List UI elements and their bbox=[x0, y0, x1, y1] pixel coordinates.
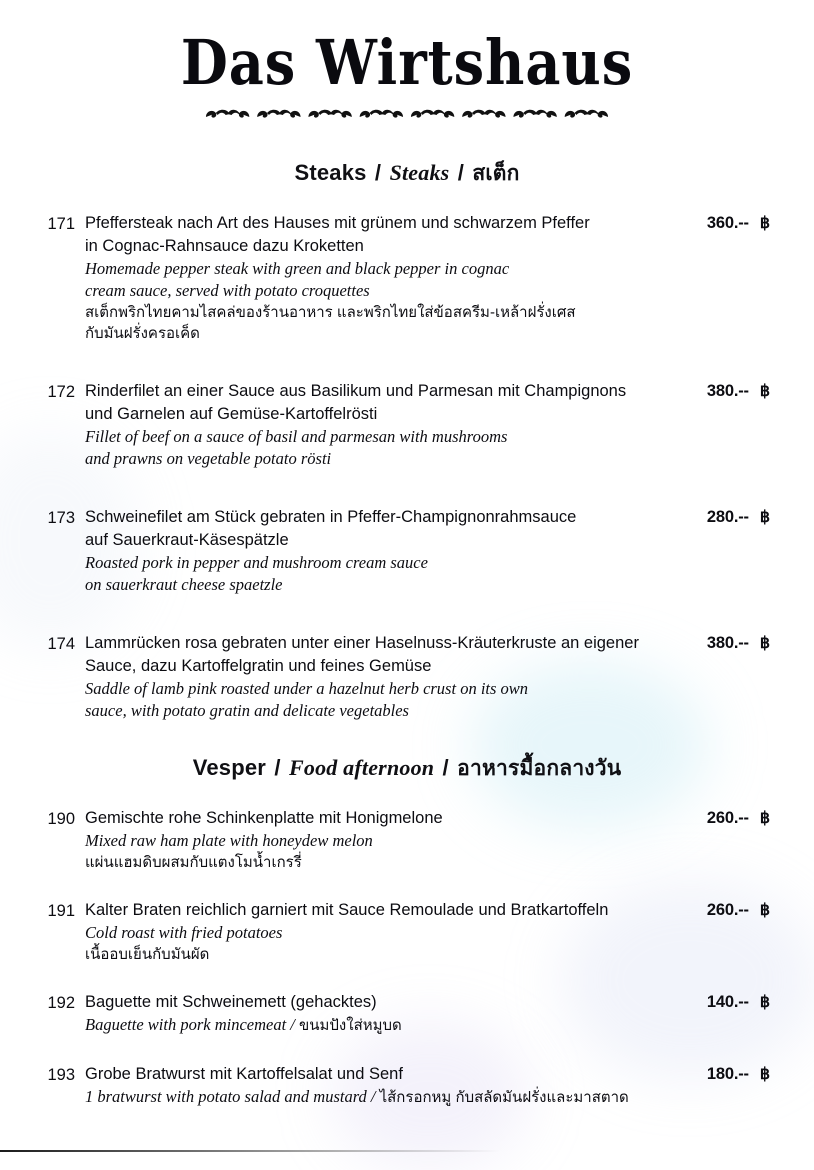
menu-item bbox=[0, 380, 814, 470]
menu-item-number: 190 bbox=[47, 810, 75, 829]
menu-item-price bbox=[678, 899, 770, 922]
menu-item-description bbox=[85, 807, 678, 873]
menu-item-name-de: Sauce, dazu Kartoffelgratin und feines Gemüse bbox=[85, 657, 432, 676]
section-title-en: Steaks bbox=[389, 160, 450, 186]
menu-item-price bbox=[678, 807, 770, 830]
price-amount: 380.-- bbox=[706, 634, 749, 653]
menu-item-name-de: auf Sauerkraut-Käsespätzle bbox=[85, 531, 289, 550]
menu-item-name-en: Mixed raw ham plate with honeydew melon bbox=[85, 831, 373, 851]
menu-item-name-en-th bbox=[85, 1086, 666, 1109]
price-amount: 380.-- bbox=[706, 382, 749, 401]
price-amount: 140.-- bbox=[706, 993, 749, 1012]
menu-item-name-de: Schweinefilet am Stück gebraten in Pfeffer-Champignonrahmsauce bbox=[85, 508, 577, 527]
menu-item-price bbox=[678, 991, 770, 1014]
section-title-de: Vesper bbox=[192, 755, 267, 781]
masthead bbox=[0, 0, 814, 127]
menu-item-description bbox=[85, 632, 678, 722]
menu-item-number: 173 bbox=[47, 509, 75, 528]
price-amount: 260.-- bbox=[706, 809, 749, 828]
menu-item-name-en: sauce, with potato gratin and delicate vegetables bbox=[85, 701, 409, 721]
section-title-de: Steaks bbox=[294, 160, 367, 186]
menu-item-price bbox=[678, 506, 770, 529]
menu-item-name-de: Kalter Braten reichlich garniert mit Sauce Remoulade und Bratkartoffeln bbox=[85, 901, 609, 920]
menu-item-number: 192 bbox=[47, 994, 75, 1013]
section-title-separator: / bbox=[451, 160, 471, 186]
menu-item-name-en: Fillet of beef on a sauce of basil and parmesan with mushrooms bbox=[85, 427, 508, 447]
menu-item-name-de: und Garnelen auf Gemüse-Kartoffelrösti bbox=[85, 405, 378, 424]
restaurant-title: Das Wirtshaus bbox=[180, 26, 634, 99]
menu-item-name-en: 1 bratwurst with potato salad and mustard bbox=[85, 1087, 367, 1107]
menu-item-price bbox=[678, 1063, 770, 1086]
menu-item-description bbox=[85, 212, 678, 344]
menu-item-description bbox=[85, 899, 678, 965]
section-title-separator: / bbox=[436, 755, 456, 781]
menu-item-name-separator: / bbox=[366, 1087, 380, 1107]
section-title-th: สเต็ก bbox=[472, 162, 520, 186]
price-currency-symbol: ฿ bbox=[759, 994, 770, 1012]
menu-item-name-de: Pfeffersteak nach Art des Hauses mit grünem und schwarzem Pfeffer bbox=[85, 214, 590, 233]
menu-item-name-de: Baguette mit Schweinemett (gehacktes) bbox=[85, 993, 377, 1012]
price-currency-symbol: ฿ bbox=[759, 215, 770, 233]
menu-item-list-steaks bbox=[0, 212, 814, 722]
menu-item bbox=[0, 1063, 814, 1109]
menu-item bbox=[0, 991, 814, 1037]
price-amount: 360.-- bbox=[706, 214, 749, 233]
menu-item-name-en: Homemade pepper steak with green and black pepper in cognac bbox=[85, 259, 510, 279]
menu-item-name-de: Lammrücken rosa gebraten unter einer Haselnuss-Kräuterkruste an eigener bbox=[85, 634, 639, 653]
price-amount: 280.-- bbox=[706, 508, 749, 527]
flourish-ornament-icon bbox=[202, 103, 612, 125]
menu-item bbox=[0, 212, 814, 344]
menu-item-name-en: and prawns on vegetable potato rösti bbox=[85, 449, 332, 469]
menu-item-name-th: สเต็กพริกไทยคามไสคล่ของร้านอาหาร และพริกไทยใส่ข้อสครีม-เหล้าฝรั่งเศส bbox=[85, 304, 576, 322]
menu-item-name-th: ขนมปังใส่หมูบด bbox=[299, 1017, 402, 1035]
menu-item-name-th: ไส้กรอกหมู กับสลัดมันฝรั่งและมาสตาด bbox=[379, 1089, 629, 1107]
price-currency-symbol: ฿ bbox=[759, 635, 770, 653]
menu-item-name-en: cream sauce, served with potato croquettes bbox=[85, 281, 370, 301]
menu-item-name-en-th bbox=[85, 1014, 666, 1037]
menu-sections bbox=[0, 157, 814, 1109]
menu-item-number: 174 bbox=[47, 635, 75, 654]
menu-item-name-de: Grobe Bratwurst mit Kartoffelsalat und Senf bbox=[85, 1065, 403, 1084]
menu-item-name-en: Cold roast with fried potatoes bbox=[85, 923, 283, 943]
price-currency-symbol: ฿ bbox=[759, 810, 770, 828]
section-title-en: Food afternoon bbox=[289, 755, 435, 781]
menu-item-name-separator: / bbox=[286, 1015, 300, 1035]
section-title-separator: / bbox=[368, 160, 388, 186]
menu-item-name-th: กับมันฝรั่งครอเค็ด bbox=[85, 325, 200, 343]
menu-item-name-de: Gemischte rohe Schinkenplatte mit Honigmelone bbox=[85, 809, 443, 828]
price-amount: 180.-- bbox=[706, 1065, 749, 1084]
menu-item bbox=[0, 899, 814, 965]
menu-item bbox=[0, 632, 814, 722]
price-currency-symbol: ฿ bbox=[759, 1066, 770, 1084]
menu-item-name-en: Baguette with pork mincemeat bbox=[85, 1015, 287, 1035]
menu-item-name-th: เนื้ออบเย็นกับมันผัด bbox=[85, 946, 210, 964]
section-title-separator: / bbox=[268, 755, 287, 781]
menu-item-name-en: Saddle of lamb pink roasted under a hazelnut herb crust on its own bbox=[85, 679, 529, 699]
price-amount: 260.-- bbox=[706, 901, 749, 920]
price-currency-symbol: ฿ bbox=[759, 902, 770, 920]
price-currency-symbol: ฿ bbox=[759, 383, 770, 401]
ornamental-divider bbox=[0, 101, 814, 127]
menu-item bbox=[0, 506, 814, 596]
menu-item-price bbox=[678, 380, 770, 403]
menu-item-name-th: แผ่นแฮมดิบผสมกับแตงโมน้ำเกรรี่ bbox=[85, 854, 302, 872]
menu-item bbox=[0, 807, 814, 873]
section-title-th: อาหารมื้อกลางวัน bbox=[457, 757, 622, 781]
menu-item-list-vesper bbox=[0, 807, 814, 1109]
price-currency-symbol: ฿ bbox=[759, 509, 770, 527]
menu-item-name-de: in Cognac-Rahnsauce dazu Kroketten bbox=[85, 237, 364, 256]
section-header-steaks bbox=[0, 157, 814, 190]
menu-item-name-en: on sauerkraut cheese spaetzle bbox=[85, 575, 283, 595]
menu-item-name-de: Rinderfilet an einer Sauce aus Basilikum und Parmesan mit Champignons bbox=[85, 382, 627, 401]
menu-item-price bbox=[678, 632, 770, 655]
menu-item-description bbox=[85, 506, 678, 596]
menu-item-description bbox=[85, 380, 678, 470]
menu-item-number: 191 bbox=[47, 902, 75, 921]
menu-item-price bbox=[678, 212, 770, 235]
menu-item-number: 193 bbox=[47, 1066, 75, 1085]
menu-item-number: 171 bbox=[47, 215, 75, 234]
menu-item-description bbox=[85, 991, 678, 1037]
menu-item-name-en: Roasted pork in pepper and mushroom cream sauce bbox=[85, 553, 428, 573]
menu-item-number: 172 bbox=[47, 383, 75, 402]
menu-item-description bbox=[85, 1063, 678, 1109]
section-header-vesper bbox=[0, 752, 814, 785]
